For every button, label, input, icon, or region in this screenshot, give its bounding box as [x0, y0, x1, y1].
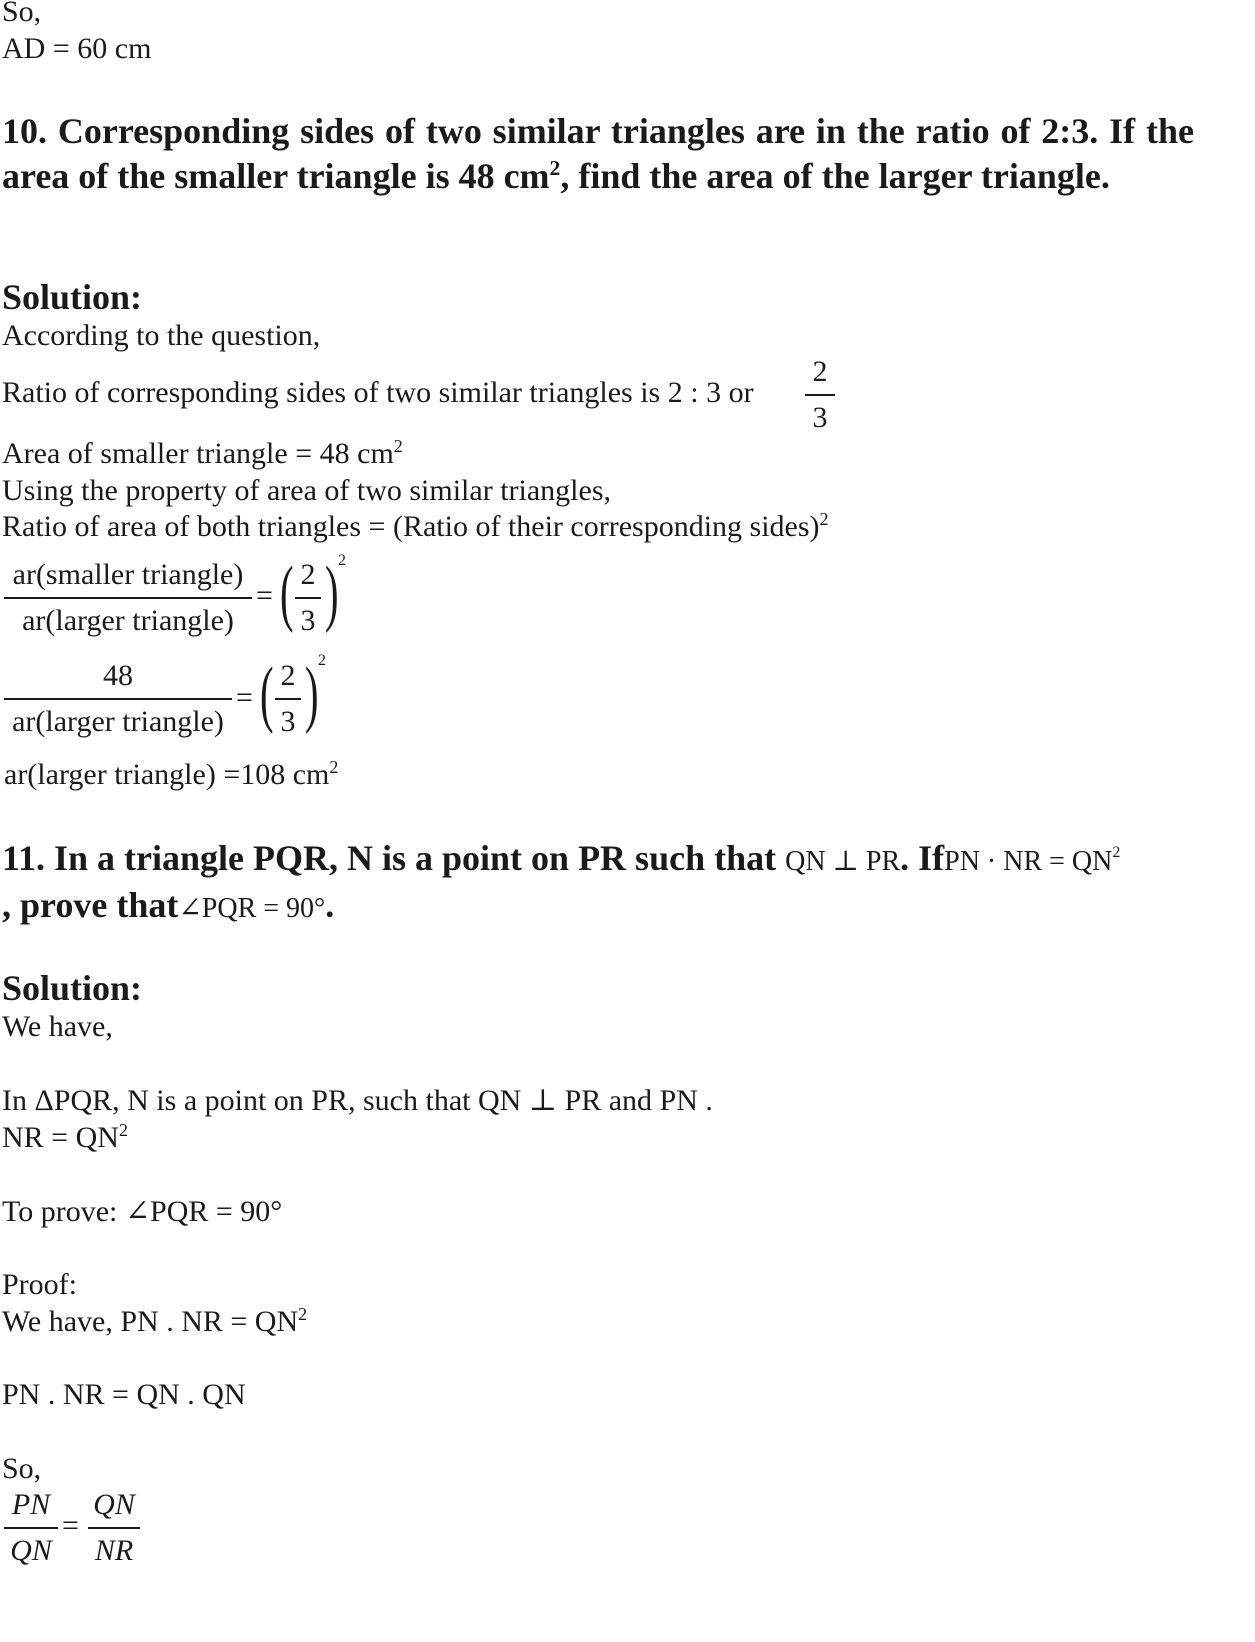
question-11-line-2 [2, 883, 334, 931]
q10-line-3-text: Area of smaller triangle = 48 cm [2, 437, 394, 470]
eq1-right-paren: ) [325, 552, 339, 634]
question-11-math-2-sup: 2 [1112, 844, 1121, 861]
question-11-part-3: , prove that [2, 885, 179, 925]
eq2-lhs-fraction [4, 658, 232, 740]
eq2-right-paren: ) [305, 653, 319, 735]
eq1-rhs-fraction [295, 557, 321, 639]
q11-given-2-sup: 2 [118, 1120, 128, 1140]
q11-lhs-numerator: PN [11, 1488, 51, 1521]
ratio-numerator: 2 [812, 355, 828, 388]
eq2-left-paren: ( [260, 653, 274, 735]
solution-heading-11: Solution: [2, 968, 143, 1008]
question-11-math-3: ∠PQR = 90° [178, 893, 326, 924]
eq1-rhs-numerator: 2 [300, 558, 316, 591]
q10-line-5 [2, 509, 829, 545]
fraction-bar [295, 597, 321, 599]
fraction-bar [4, 597, 252, 599]
q11-rhs-numerator: QN [93, 1488, 135, 1521]
q10-line-3 [2, 436, 403, 472]
eq2-power: 2 [318, 652, 326, 669]
question-11-math-1: QN ⊥ PR [785, 846, 901, 877]
q11-proof-line-1 [2, 1304, 307, 1340]
question-11-part-2: . If [900, 838, 945, 878]
q10-line-1: According to the question, [2, 319, 321, 352]
ad-result: AD = 60 cm [2, 32, 152, 65]
q11-we-have: We have, [2, 1010, 113, 1043]
q10-line-3-sup: 2 [393, 436, 403, 456]
q11-so: So, [2, 1452, 42, 1485]
solution-heading-10: Solution: [2, 277, 143, 317]
q10-result-text: ar(larger triangle) =108 cm [4, 758, 330, 791]
eq1-rhs-denominator: 3 [300, 604, 316, 637]
question-11-math-2: PN · NR = QN [944, 846, 1113, 877]
q11-frac-equals: = [62, 1509, 79, 1542]
q11-rhs-fraction [88, 1487, 140, 1569]
eq1-numerator: ar(smaller triangle) [12, 558, 244, 591]
question-10-main: 10. Corresponding sides of two similar triangles are in the ratio of 2:3. If the area of the smaller triangle is 48 cm [2, 111, 1194, 196]
eq2-numerator: 48 [103, 659, 133, 692]
q11-rhs-denominator: NR [94, 1534, 134, 1567]
q11-given-2-text: NR = QN [2, 1121, 119, 1154]
fraction-bar [805, 394, 835, 396]
q11-to-prove: To prove: ∠PQR = 90° [2, 1195, 283, 1228]
q10-line-5-text: Ratio of area of both triangles = (Ratio of their corresponding sides) [2, 510, 820, 543]
eq1-equals: = [256, 579, 273, 612]
q10-line-4: Using the property of area of two similar triangles, [2, 474, 611, 507]
question-10-sup: 2 [549, 156, 561, 180]
q11-given-2 [2, 1120, 128, 1156]
q10-result-sup: 2 [329, 757, 339, 777]
eq1-power: 2 [338, 552, 346, 569]
eq1-lhs-fraction [4, 557, 252, 639]
eq2-rhs-fraction [275, 658, 301, 740]
eq1-left-paren: ( [280, 552, 294, 634]
q11-proof-line-1-text: We have, PN . NR = QN [2, 1305, 299, 1338]
fraction-bar [275, 698, 301, 700]
q11-lhs-denominator: QN [10, 1534, 52, 1567]
so-label-top: So, [2, 0, 42, 28]
question-11-part-1: 11. In a triangle PQR, N is a point on PR such that [2, 838, 777, 878]
question-10-tail: , find the area of the larger triangle. [560, 156, 1110, 196]
q11-given-1: In ΔPQR, N is a point on PR, such that QN ⊥ PR and PN . [2, 1084, 713, 1117]
q10-line-5-sup: 2 [819, 509, 829, 529]
q11-proof-label: Proof: [2, 1268, 77, 1301]
q11-proof-line-2: PN . NR = QN . QN [2, 1378, 246, 1411]
ratio-fraction [805, 354, 835, 436]
eq2-rhs-numerator: 2 [280, 659, 296, 692]
q11-proof-line-1-sup: 2 [298, 1304, 308, 1324]
eq1-denominator: ar(larger triangle) [22, 604, 234, 637]
q11-lhs-fraction [4, 1487, 58, 1569]
eq2-denominator: ar(larger triangle) [12, 705, 224, 738]
fraction-bar [88, 1527, 140, 1529]
eq2-equals: = [236, 681, 253, 714]
eq2-rhs-denominator: 3 [280, 705, 296, 738]
question-11-part-4: . [325, 885, 335, 925]
fraction-bar [4, 1527, 58, 1529]
fraction-bar [4, 698, 232, 700]
question-10 [2, 109, 1194, 199]
question-11-line-1 [2, 836, 1120, 884]
q10-result [4, 757, 338, 793]
q10-line-2: Ratio of corresponding sides of two similar triangles is 2 : 3 or [2, 376, 754, 409]
ratio-denominator: 3 [812, 401, 828, 434]
